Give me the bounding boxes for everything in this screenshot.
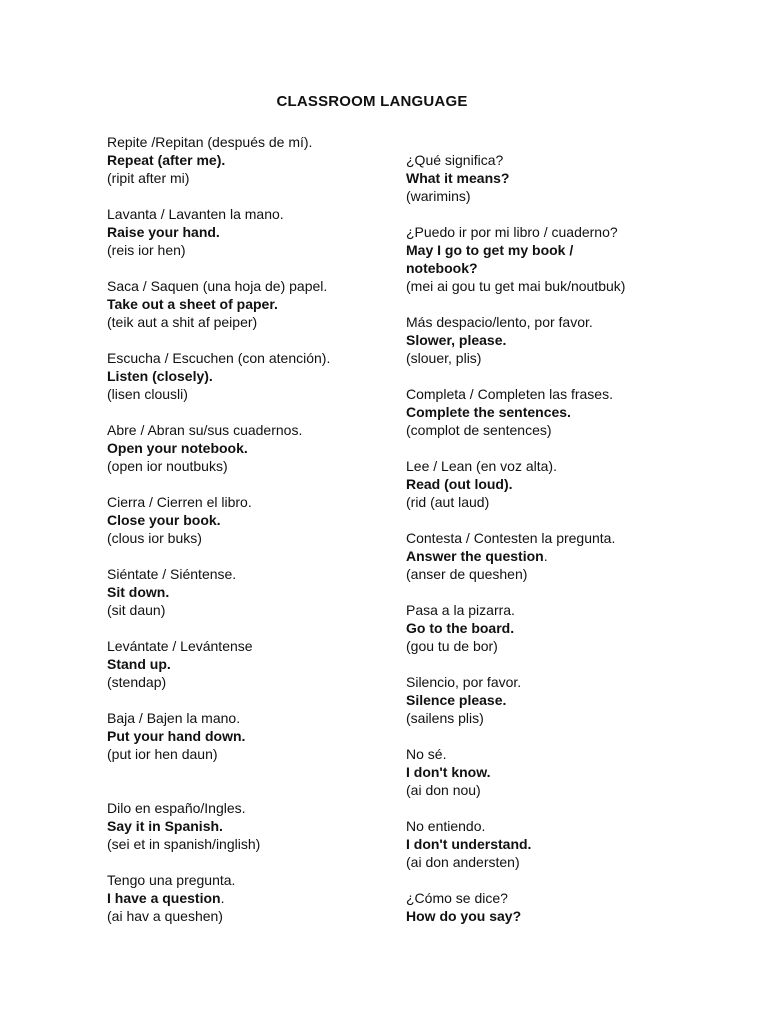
english-phrase: I don't know. bbox=[406, 764, 491, 780]
spanish-phrase: Contesta / Contesten la pregunta. bbox=[406, 530, 616, 546]
phrase-item bbox=[107, 493, 427, 547]
phrase-item bbox=[406, 223, 726, 295]
pronunciation: (warimins) bbox=[406, 188, 471, 204]
pronunciation: (anser de queshen) bbox=[406, 566, 528, 582]
pronunciation: (complot de sentences) bbox=[406, 422, 552, 438]
page-title: CLASSROOM LANGUAGE bbox=[276, 93, 468, 110]
english-phrase: What it means? bbox=[406, 170, 510, 186]
english-phrase: May I go to get my book / notebook? bbox=[406, 242, 574, 276]
phrase-item bbox=[107, 871, 427, 925]
english-phrase: Sit down. bbox=[107, 584, 170, 600]
english-phrase-suffix: . bbox=[543, 548, 548, 564]
spanish-phrase: Siéntate / Siéntense. bbox=[107, 566, 237, 582]
english-phrase: I have a question bbox=[107, 890, 221, 906]
spanish-phrase: Silencio, por favor. bbox=[406, 674, 522, 690]
right-column bbox=[406, 151, 726, 925]
pronunciation: (teik aut a shit af peiper) bbox=[107, 314, 258, 330]
english-phrase: Open your notebook. bbox=[107, 440, 248, 456]
english-phrase: Slower, please. bbox=[406, 332, 507, 348]
pronunciation: (slouer, plis) bbox=[406, 350, 482, 366]
english-phrase: Put your hand down. bbox=[107, 728, 246, 744]
english-phrase: Answer the question bbox=[406, 548, 544, 564]
spanish-phrase: Repite /Repitan (después de mí). bbox=[107, 134, 313, 150]
english-phrase: Read (out loud). bbox=[406, 476, 513, 492]
spanish-phrase: Baja / Bajen la mano. bbox=[107, 710, 241, 726]
spanish-phrase: Levántate / Levántense bbox=[107, 638, 253, 654]
spanish-phrase: Dilo en españo/Ingles. bbox=[107, 800, 246, 816]
phrase-item bbox=[107, 205, 427, 259]
pronunciation: (put ior hen daun) bbox=[107, 746, 218, 762]
phrase-item bbox=[406, 745, 726, 799]
spanish-phrase: Tengo una pregunta. bbox=[107, 872, 236, 888]
spanish-phrase: Escucha / Escuchen (con atención). bbox=[107, 350, 331, 366]
pronunciation: (clous ior buks) bbox=[107, 530, 202, 546]
english-phrase: Stand up. bbox=[107, 656, 171, 672]
english-phrase: Listen (closely). bbox=[107, 368, 213, 384]
pronunciation: (mei ai gou tu get mai buk/noutbuk) bbox=[406, 278, 626, 294]
spanish-phrase: Pasa a la pizarra. bbox=[406, 602, 515, 618]
spanish-phrase: Más despacio/lento, por favor. bbox=[406, 314, 593, 330]
spanish-phrase: ¿Qué significa? bbox=[406, 152, 504, 168]
pronunciation: (gou tu de bor) bbox=[406, 638, 498, 654]
pronunciation: (sit daun) bbox=[107, 602, 166, 618]
phrase-item bbox=[406, 889, 726, 925]
english-phrase: I don't understand. bbox=[406, 836, 532, 852]
spanish-phrase: Abre / Abran su/sus cuadernos. bbox=[107, 422, 303, 438]
phrase-item bbox=[406, 817, 726, 871]
spanish-phrase: Completa / Completen las frases. bbox=[406, 386, 613, 402]
phrase-item bbox=[107, 709, 427, 763]
phrase-item bbox=[406, 313, 726, 367]
pronunciation: (sei et in spanish/inglish) bbox=[107, 836, 261, 852]
spanish-phrase: ¿Cómo se dice? bbox=[406, 890, 508, 906]
english-phrase-line bbox=[107, 889, 427, 907]
english-phrase: Say it in Spanish. bbox=[107, 818, 223, 834]
pronunciation: (stendap) bbox=[107, 674, 167, 690]
phrase-item bbox=[406, 457, 726, 511]
english-phrase: Complete the sentences. bbox=[406, 404, 571, 420]
phrase-item bbox=[406, 673, 726, 727]
spanish-phrase: Cierra / Cierren el libro. bbox=[107, 494, 252, 510]
pronunciation: (ai hav a queshen) bbox=[107, 908, 223, 924]
phrase-item bbox=[107, 637, 427, 691]
english-phrase-line bbox=[406, 547, 726, 565]
phrase-item bbox=[406, 529, 726, 583]
english-phrase-suffix: . bbox=[220, 890, 225, 906]
pronunciation: (ripit after mi) bbox=[107, 170, 190, 186]
phrase-item bbox=[406, 151, 726, 205]
spanish-phrase: No sé. bbox=[406, 746, 447, 762]
english-phrase: Go to the board. bbox=[406, 620, 515, 636]
pronunciation: (ai don nou) bbox=[406, 782, 481, 798]
phrase-item bbox=[406, 601, 726, 655]
pronunciation: (reis ior hen) bbox=[107, 242, 186, 258]
pronunciation: (ai don andersten) bbox=[406, 854, 520, 870]
spanish-phrase: No entiendo. bbox=[406, 818, 486, 834]
left-column bbox=[107, 133, 427, 925]
phrase-item bbox=[107, 799, 427, 853]
spanish-phrase: Lavanta / Lavanten la mano. bbox=[107, 206, 284, 222]
spanish-phrase: Saca / Saquen (una hoja de) papel. bbox=[107, 278, 328, 294]
phrase-item bbox=[107, 277, 427, 331]
spanish-phrase: Lee / Lean (en voz alta). bbox=[406, 458, 557, 474]
pronunciation: (lisen clousli) bbox=[107, 386, 188, 402]
english-phrase: Take out a sheet of paper. bbox=[107, 296, 278, 312]
pronunciation: (rid (aut laud) bbox=[406, 494, 490, 510]
phrase-item bbox=[107, 349, 427, 403]
english-phrase: Silence please. bbox=[406, 692, 507, 708]
phrase-item bbox=[406, 385, 726, 439]
pronunciation: (sailens plis) bbox=[406, 710, 484, 726]
phrase-item bbox=[107, 565, 427, 619]
spanish-phrase: ¿Puedo ir por mi libro / cuaderno? bbox=[406, 224, 618, 240]
english-phrase: Repeat (after me). bbox=[107, 152, 226, 168]
phrase-item bbox=[107, 133, 427, 187]
phrase-item bbox=[107, 421, 427, 475]
english-phrase: How do you say? bbox=[406, 908, 522, 924]
english-phrase: Raise your hand. bbox=[107, 224, 220, 240]
english-phrase: Close your book. bbox=[107, 512, 221, 528]
pronunciation: (open ior noutbuks) bbox=[107, 458, 228, 474]
